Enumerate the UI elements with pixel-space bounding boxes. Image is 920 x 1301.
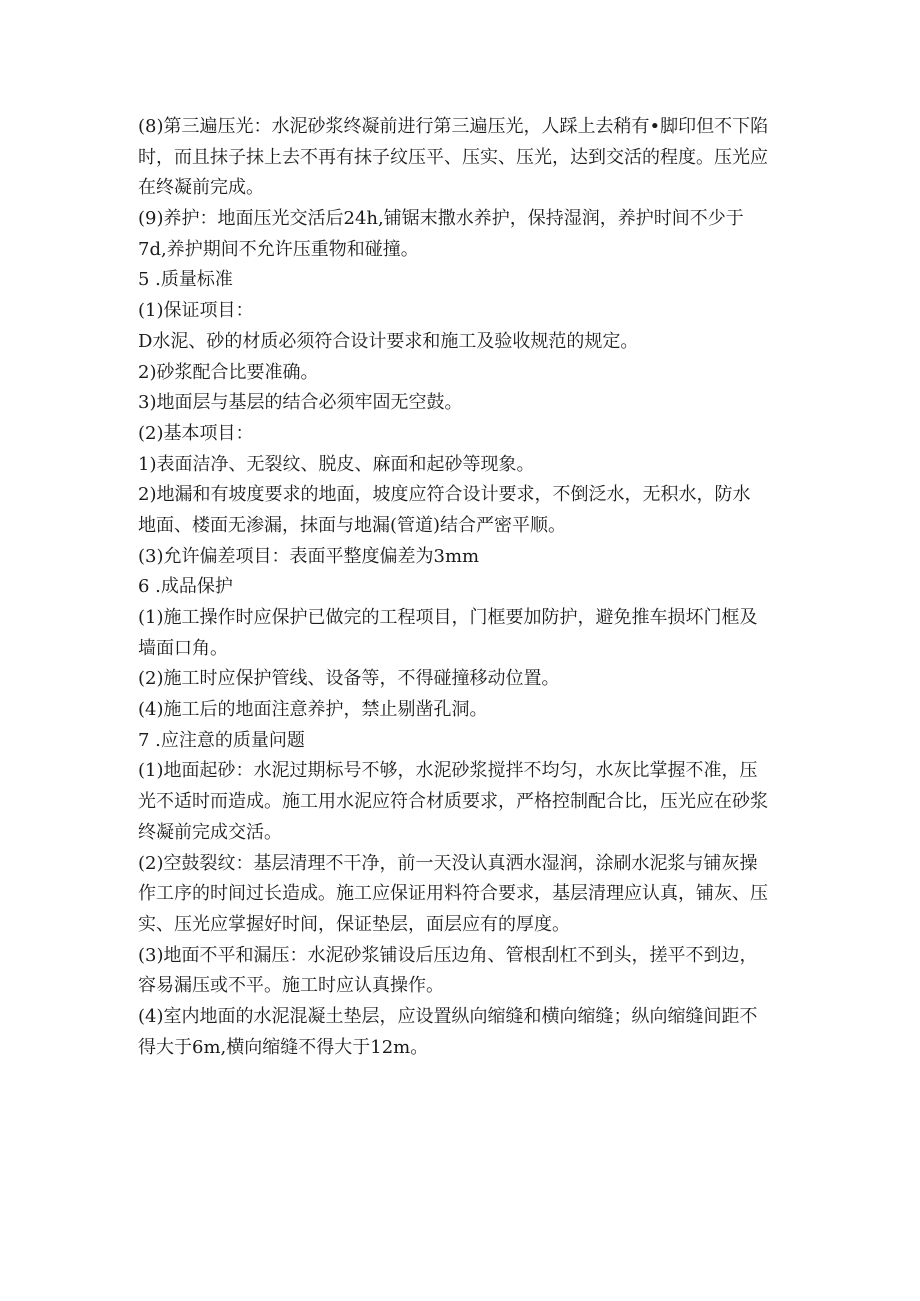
paragraph-h-5-quality [138,265,798,296]
text-line: (2)空鼓裂纹：基层清理不干净，前一天没认真洒水湿润，涂刷水泥浆与铺灰操 [138,852,758,874]
paragraph-p-1-1 [138,327,798,358]
paragraph-p-6-1 [138,603,798,664]
text-line: 6 .成品保护 [138,576,233,598]
text-line: 墙面口角。 [138,637,228,659]
paragraph-p-1-guarantee [138,296,798,327]
paragraph-h-7-issues [138,726,798,757]
paragraph-p-2-2 [138,480,798,541]
text-line: (2)施工时应保护管线、设备等，不得碰撞移动位置。 [138,668,560,690]
paragraph-p-2-basic [138,419,798,450]
text-line: 2)地漏和有坡度要求的地面，坡度应符合设计要求，不倒泛水，无积水，防水 [138,484,751,506]
text-line: (1)保证项目： [138,300,254,322]
text-line: 地面、楼面无渗漏，抹面与地漏(管道)结合严密平顺。 [138,514,567,536]
text-line: (1)施工操作时应保护已做完的工程项目，门框要加防护，避免推车损坏门框及 [138,607,758,628]
paragraph-p-9-curing [138,204,798,265]
paragraph-p-8-third-press [138,112,798,204]
text-line: 在终凝前完成。 [138,177,264,199]
text-line: 7d,养护期间不允许压重物和碰撞。 [138,238,419,260]
text-line: (3)地面不平和漏压：水泥砂浆铺设后压边角、管根刮杠不到头，搓平不到边， [138,944,758,966]
text-line: 光不适时而造成。施工用水泥应符合材质要求，严格控制配合比，压光应在砂浆 [138,791,768,813]
text-line: 作工序的时间过长造成。施工应保证用料符合要求，基层清理应认真，铺灰、压 [138,883,768,905]
paragraph-p-1-2 [138,358,798,389]
text-line: (9)养护：地面压光交活后24h,铺锯末撒水养护，保持湿润，养护时间不少于 [138,208,744,230]
text-line: 得大于6m,横向缩缝不得大于12m。 [138,1036,429,1058]
text-line: 7 .应注意的质量问题 [138,729,305,751]
text-line: 5 .质量标准 [138,269,233,291]
paragraph-p-7-4 [138,1002,798,1063]
paragraph-p-2-1 [138,450,798,481]
paragraph-p-7-2 [138,849,798,941]
paragraph-p-3-tolerance [138,542,798,573]
text-line: 1)表面洁净、无裂纹、脱皮、麻面和起砂等现象。 [138,453,535,475]
text-line: D水泥、砂的材质必须符合设计要求和施工及验收规范的规定。 [138,330,639,352]
text-line: (4)室内地面的水泥混凝土垫层，应设置纵向缩缝和横向缩缝；纵向缩缝间距不 [138,1005,758,1027]
text-line: 2)砂浆配合比要准确。 [138,361,319,383]
text-line: 容易漏压或不平。施工时应认真操作。 [138,975,444,997]
text-line: 3)地面层与基层的结合必须牢固无空鼓。 [138,392,463,414]
paragraph-p-6-2 [138,664,798,695]
paragraph-p-6-4 [138,695,798,726]
text-line: (4)施工后的地面注意养护，禁止剔凿孔洞。 [138,699,488,721]
paragraph-p-1-3 [138,388,798,419]
text-line: (3)允许偏差项目：表面平整度偏差为3mm [138,545,480,567]
text-line: (2)基本项目： [138,422,254,444]
paragraph-h-6-protection [138,572,798,603]
paragraph-p-7-1 [138,756,798,848]
text-line: 时，而且抹子抹上去不再有抹子纹压平、压实、压光，达到交活的程度。压光应 [138,146,768,168]
text-line: 实、压光应掌握好时间，保证垫层，面层应有的厚度。 [138,913,570,935]
text-line: 终凝前完成交活。 [138,821,282,843]
paragraph-p-7-3 [138,941,798,1002]
document-body [138,112,798,1063]
text-line: (1)地面起砂：水泥过期标号不够，水泥砂浆搅拌不均匀，水灰比掌握不准，压 [138,760,758,782]
text-line: (8)第三遍压光：水泥砂浆终凝前进行第三遍压光，人踩上去稍有•脚印但不下陷 [138,116,769,137]
